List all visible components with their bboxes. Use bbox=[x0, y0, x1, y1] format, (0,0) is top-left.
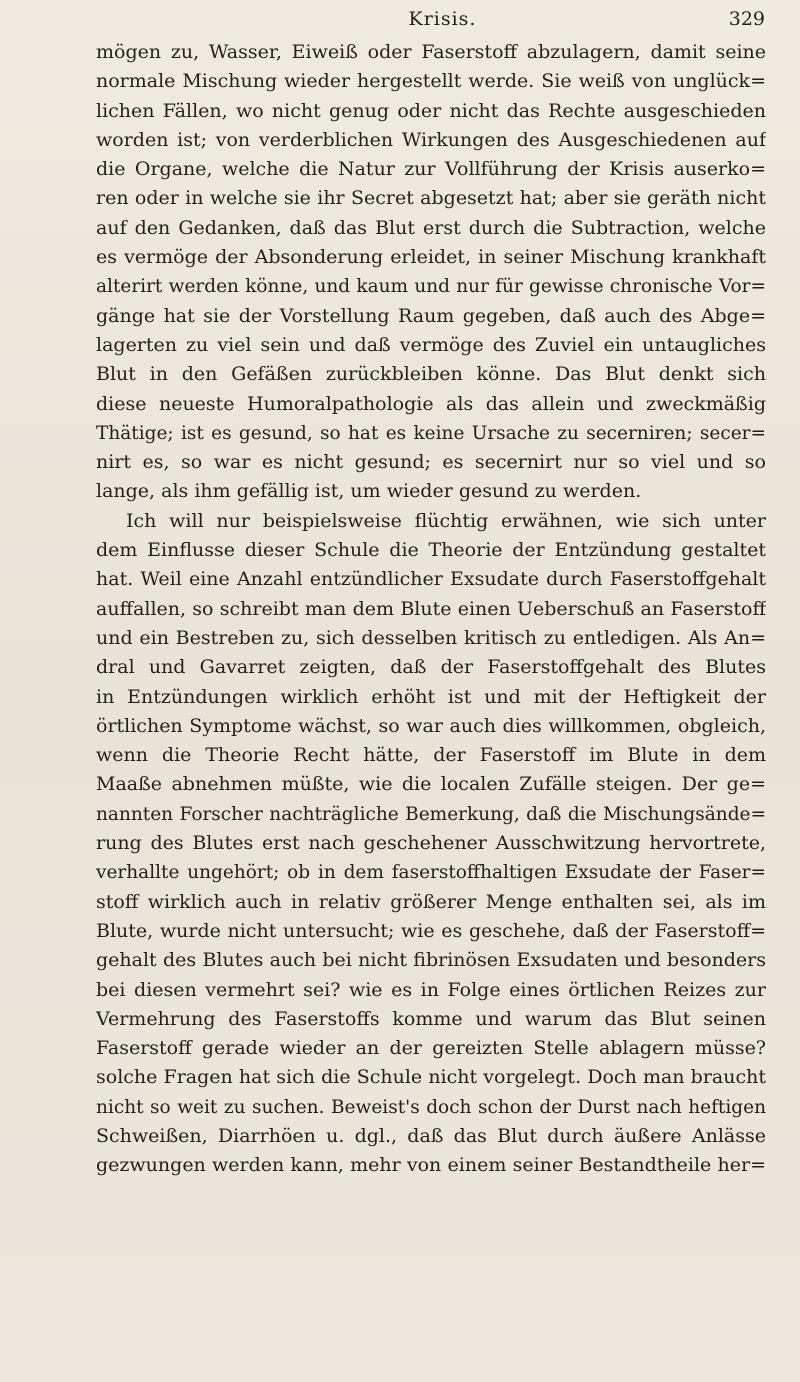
text-line: gezwungen werden kann, mehr von einem seiner Bestandtheile her= bbox=[96, 1154, 766, 1177]
text-line: lichen Fällen, wo nicht genug oder nicht das Rechte ausgeschieden bbox=[96, 99, 766, 122]
text-line: Faserstoff gerade wieder an der gereizten Stelle ablagern müsse? bbox=[96, 1037, 766, 1060]
page-number: 329 bbox=[728, 8, 765, 30]
text-line: und ein Bestreben zu, sich desselben kritisch zu entledigen. Als An= bbox=[96, 626, 766, 649]
text-line: worden ist; von verderblichen Wirkungen des Ausgeschiedenen auf bbox=[96, 128, 766, 151]
text-line: wenn die Theorie Recht hätte, der Faserstoff im Blute in dem bbox=[96, 744, 766, 767]
text-line: rung des Blutes erst nach geschehener Ausschwitzung hervortrete, bbox=[96, 832, 766, 855]
text-line: bei diesen vermehrt sei? wie es in Folge eines örtlichen Reizes zur bbox=[96, 978, 766, 1001]
paragraph-end-line: lange, als ihm gefällig ist, um wieder gesund zu werden. bbox=[96, 480, 642, 503]
text-line: Vermehrung des Faserstoffs komme und warum das Blut seinen bbox=[96, 1007, 766, 1030]
text-line: gehalt des Blutes auch bei nicht fibrinösen Exsudaten und besonders bbox=[96, 949, 766, 972]
text-line: es vermöge der Absonderung erleidet, in seiner Mischung krankhaft bbox=[96, 246, 766, 269]
text-line: örtlichen Symptome wächst, so war auch dies willkommen, obgleich, bbox=[96, 714, 766, 737]
text-line: die Organe, welche die Natur zur Vollführung der Krisis auserko= bbox=[96, 158, 766, 181]
text-line: auf den Gedanken, daß das Blut erst durch die Subtraction, welche bbox=[96, 216, 766, 239]
body-text bbox=[96, 38, 766, 1181]
text-line: Blut in den Gefäßen zurückbleiben könne. Das Blut denkt sich bbox=[96, 363, 766, 386]
text-line: verhallte ungehört; ob in dem faserstoffhaltigen Exsudate der Faser= bbox=[96, 862, 766, 884]
text-line: dral und Gavarret zeigten, daß der Faserstoffgehalt des Blutes bbox=[96, 656, 766, 679]
text-line: dem Einflusse dieser Schule die Theorie der Entzündung gestaltet bbox=[96, 539, 766, 562]
text-line: mögen zu, Wasser, Eiweiß oder Faserstoff abzulagern, damit seine bbox=[96, 41, 766, 63]
text-line: Thätige; ist es gesund, so hat es keine Ursache zu secerniren; secer= bbox=[96, 422, 766, 444]
text-line: Maaße abnehmen müßte, wie die localen Zufälle steigen. Der ge= bbox=[96, 773, 766, 796]
paragraph-start-line: Ich will nur beispielsweise flüchtig erwähnen, wie sich unter bbox=[126, 509, 766, 532]
text-line: in Entzündungen wirklich erhöht ist und mit der Heftigkeit der bbox=[96, 685, 766, 708]
text-line: nicht so weit zu suchen. Beweist's doch schon der Durst nach heftigen bbox=[96, 1096, 766, 1118]
text-line: nirt es, so war es nicht gesund; es secernirt nur so viel und so bbox=[96, 451, 766, 474]
running-head: Krisis. bbox=[408, 8, 477, 30]
text-line: stoff wirklich auch in relativ größerer Menge enthalten sei, als im bbox=[96, 890, 766, 913]
text-line: hat. Weil eine Anzahl entzündlicher Exsudate durch Faserstoffgehalt bbox=[96, 568, 766, 591]
text-line: diese neueste Humoralpathologie als das allein und zweckmäßig bbox=[96, 392, 766, 415]
text-line: solche Fragen hat sich die Schule nicht vorgelegt. Doch man braucht bbox=[96, 1066, 766, 1089]
text-line: normale Mischung wieder hergestellt werde. Sie weiß von unglück= bbox=[96, 70, 766, 93]
text-line: nannten Forscher nachträgliche Bemerkung, daß die Mischungsände= bbox=[96, 803, 766, 825]
page-header bbox=[120, 8, 765, 38]
text-line: ren oder in welche sie ihr Secret abgesetzt hat; aber sie geräth nicht bbox=[96, 187, 766, 210]
text-line: gänge hat sie der Vorstellung Raum gegeben, daß auch des Abge= bbox=[96, 304, 766, 327]
text-line: lagerten zu viel sein und daß vermöge des Zuviel ein untaugliches bbox=[96, 333, 766, 356]
text-line: auffallen, so schreibt man dem Blute einen Ueberschuß an Faserstoff bbox=[96, 597, 766, 620]
text-line: alterirt werden könne, und kaum und nur für gewisse chronische Vor= bbox=[96, 276, 766, 298]
text-line: Schweißen, Diarrhöen u. dgl., daß das Blut durch äußere Anlässe bbox=[96, 1124, 766, 1147]
text-line: Blute, wurde nicht untersucht; wie es geschehe, daß der Faserstoff= bbox=[96, 919, 766, 942]
